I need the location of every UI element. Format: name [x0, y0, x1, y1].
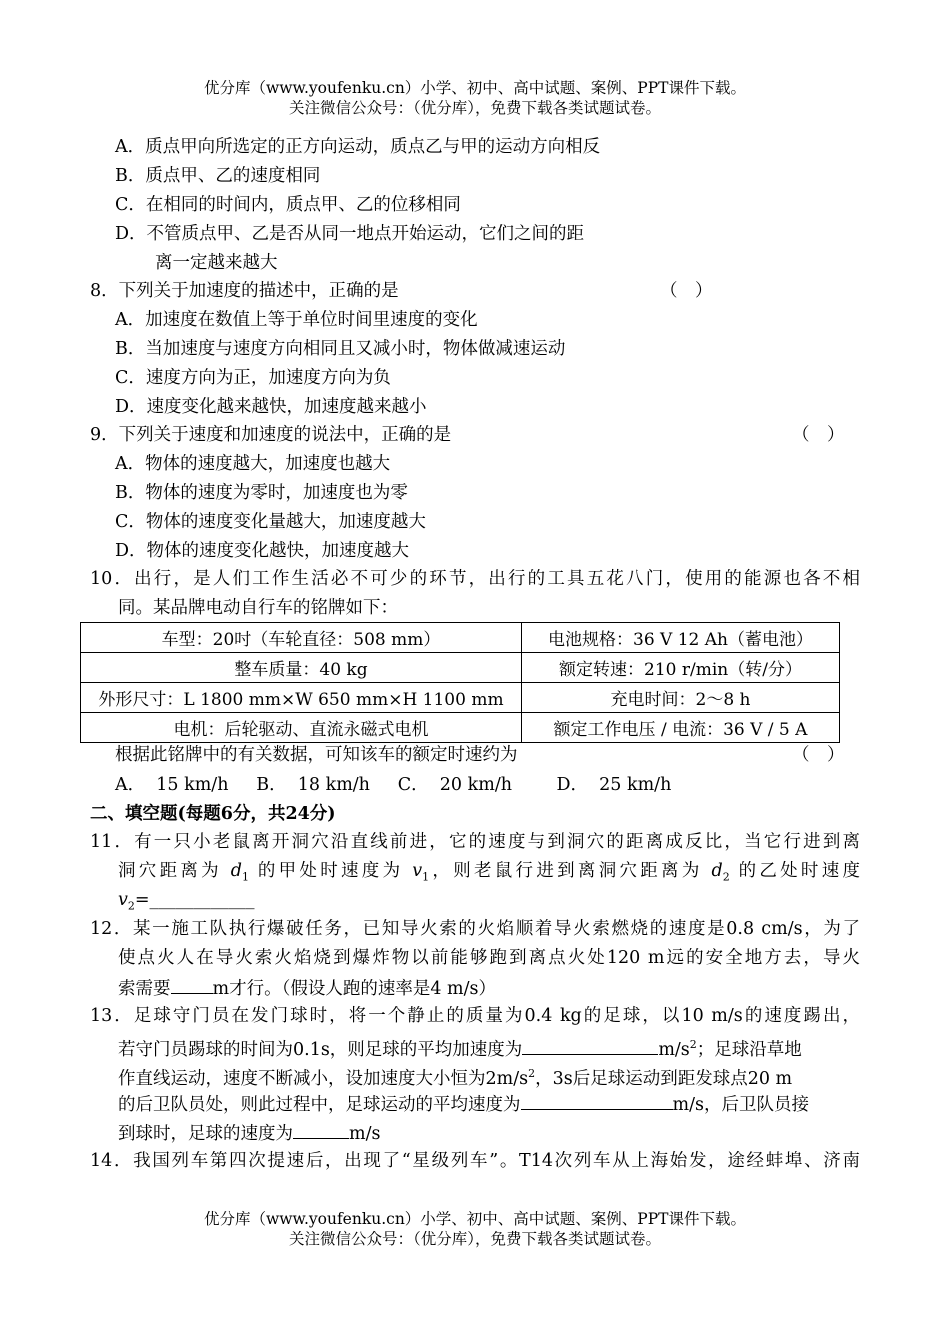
q8-option-c: C．速度方向为正，加速度方向为负: [115, 368, 391, 388]
q8-option-b: B．当加速度与速度方向相同且又减小时，物体做减速运动: [115, 339, 566, 359]
q10-stem-line-1: 10．出行，是人们工作生活必不可少的环节，出行的工具五花八门，使用的能源也各不相: [90, 569, 860, 589]
q14-line-1: 14．我国列车第四次提速后，出现了“星级列车”。T14次列车从上海始发，途经蚌埠、济南: [90, 1151, 860, 1171]
q13-blank-final-velocity[interactable]: [293, 1120, 349, 1139]
table-cell: 外形尺寸：L 1800 mm×W 650 mm×H 1100 mm: [81, 683, 522, 713]
q9-stem: 9．下列关于速度和加速度的说法中，正确的是: [90, 425, 452, 445]
table-cell: 电机：后轮驱动、直流永磁式电机: [81, 713, 522, 743]
footer-line-2: 关注微信公众号：（优分库），免费下载各类试题试卷。: [288, 1230, 661, 1248]
table-row: [81, 683, 840, 713]
table-cell: 额定工作电压 / 电流：36 V / 5 A: [522, 713, 840, 743]
q11-answer-blank[interactable]: =____________: [134, 890, 255, 910]
q7-option-a: A．质点甲向所选定的正方向运动，质点乙与甲的运动方向相反: [115, 137, 601, 157]
q9-option-d: D．物体的速度变化越快，加速度越大: [115, 541, 410, 561]
table-cell: 额定转速：210 r/min（转/分）: [522, 653, 840, 683]
q11-line-3: $v_2=\_\_\_\_\_\_\_\_\_\_\_\_$: [118, 890, 255, 913]
table-row: [81, 623, 840, 653]
q13-line-2: 若守门员踢球的时间为0.1s，则足球的平均加速度为 $m/s^2$；足球沿草地: [118, 1033, 860, 1062]
section-2-title: 二、填空题(每题6分，共24分): [90, 804, 336, 824]
q8-option-a: A．加速度在数值上等于单位时间里速度的变化: [115, 310, 478, 330]
q8-option-d: D．速度变化越来越快，加速度越来越小: [115, 397, 427, 417]
q10-answer-paren: （ ）: [792, 745, 845, 765]
q7-option-c: C．在相同的时间内，质点甲、乙的位移相同: [115, 195, 461, 215]
table-cell: 电池规格：36 V 12 Ah（蓄电池）: [522, 623, 840, 653]
q13-line-5: 到球时，足球的速度为 m/s: [118, 1120, 380, 1146]
q13-line-1: 13．足球守门员在发门球时，将一个静止的质量为0.4 kg的足球，以10 m/s的速度踢出，: [90, 1006, 860, 1026]
table-cell: 整车质量：40 kg: [81, 653, 522, 683]
q12-line-3: 索需要 m才行。（假设人跑的速率是4 m/s）: [118, 975, 496, 1001]
q8-answer-paren: （ ）: [660, 281, 713, 301]
q11-line-1: 11．有一只小老鼠离开洞穴沿直线前进，它的速度与到洞穴的距离成反比，当它行进到离: [90, 832, 860, 852]
table-cell: 充电时间：2～8 h: [522, 683, 840, 713]
q13-line-4: 的后卫队员处，则此过程中，足球运动的平均速度为 m/s，后卫队员接: [118, 1091, 860, 1117]
table-row: [81, 653, 840, 683]
header-line-1: 优分库（www.youfenku.cn）小学、初中、高中试题、案例、PPT课件下载。: [203, 79, 747, 97]
q13-blank-acceleration[interactable]: [522, 1036, 658, 1055]
q13-blank-average-velocity[interactable]: [521, 1091, 673, 1110]
q12-line-2: 使点火人在导火索火焰烧到爆炸物以前能够跑到离点火处120 m远的安全地方去，导火: [118, 948, 860, 968]
q7-option-b: B．质点甲、乙的速度相同: [115, 166, 321, 186]
header-line-2: 关注微信公众号：（优分库），免费下载各类试题试卷。: [288, 99, 661, 117]
q13-line-3: 作直线运动，速度不断减小，设加速度大小恒为$2m/s^2$，3s后足球运动到距发球点20 m: [118, 1067, 793, 1089]
q11-line-2: 洞穴距离为 $d_1$ 的甲处时速度为 $v_1$，则老鼠行进到离洞穴距离为 $d_2$ 的乙处时速度: [118, 861, 860, 884]
q10-choices: A． 15 km/h B． 18 km/h C． 20 km/h D． 25 km/h: [115, 775, 672, 795]
q8-stem: 8．下列关于加速度的描述中，正确的是: [90, 281, 399, 301]
q7-option-d: D．不管质点甲、乙是否从同一地点开始运动，它们之间的距: [115, 224, 585, 244]
table-row: [81, 713, 840, 743]
footer-line-1: 优分库（www.youfenku.cn）小学、初中、高中试题、案例、PPT课件下载。: [203, 1210, 747, 1228]
q10-stem-line-2: 同。某品牌电动自行车的铭牌如下：: [118, 598, 398, 618]
q12-line-1: 12．某一施工队执行爆破任务，已知导火索的火焰顺着导火索燃烧的速度是0.8 cm/s，为了: [90, 919, 860, 939]
q9-option-c: C．物体的速度变化量越大，加速度越大: [115, 512, 426, 532]
q9-option-a: A．物体的速度越大，加速度也越大: [115, 454, 391, 474]
q12-answer-blank[interactable]: [171, 975, 213, 994]
q10-after-text: 根据此铭牌中的有关数据，可知该车的额定时速约为: [115, 745, 518, 765]
table-cell: 车型：20吋（车轮直径：508 mm）: [81, 623, 522, 653]
spec-table: [80, 622, 840, 743]
q7-option-d-cont: 离一定越来越大: [155, 253, 278, 273]
q9-answer-paren: （ ）: [792, 425, 845, 445]
q9-option-b: B．物体的速度为零时，加速度也为零: [115, 483, 408, 503]
